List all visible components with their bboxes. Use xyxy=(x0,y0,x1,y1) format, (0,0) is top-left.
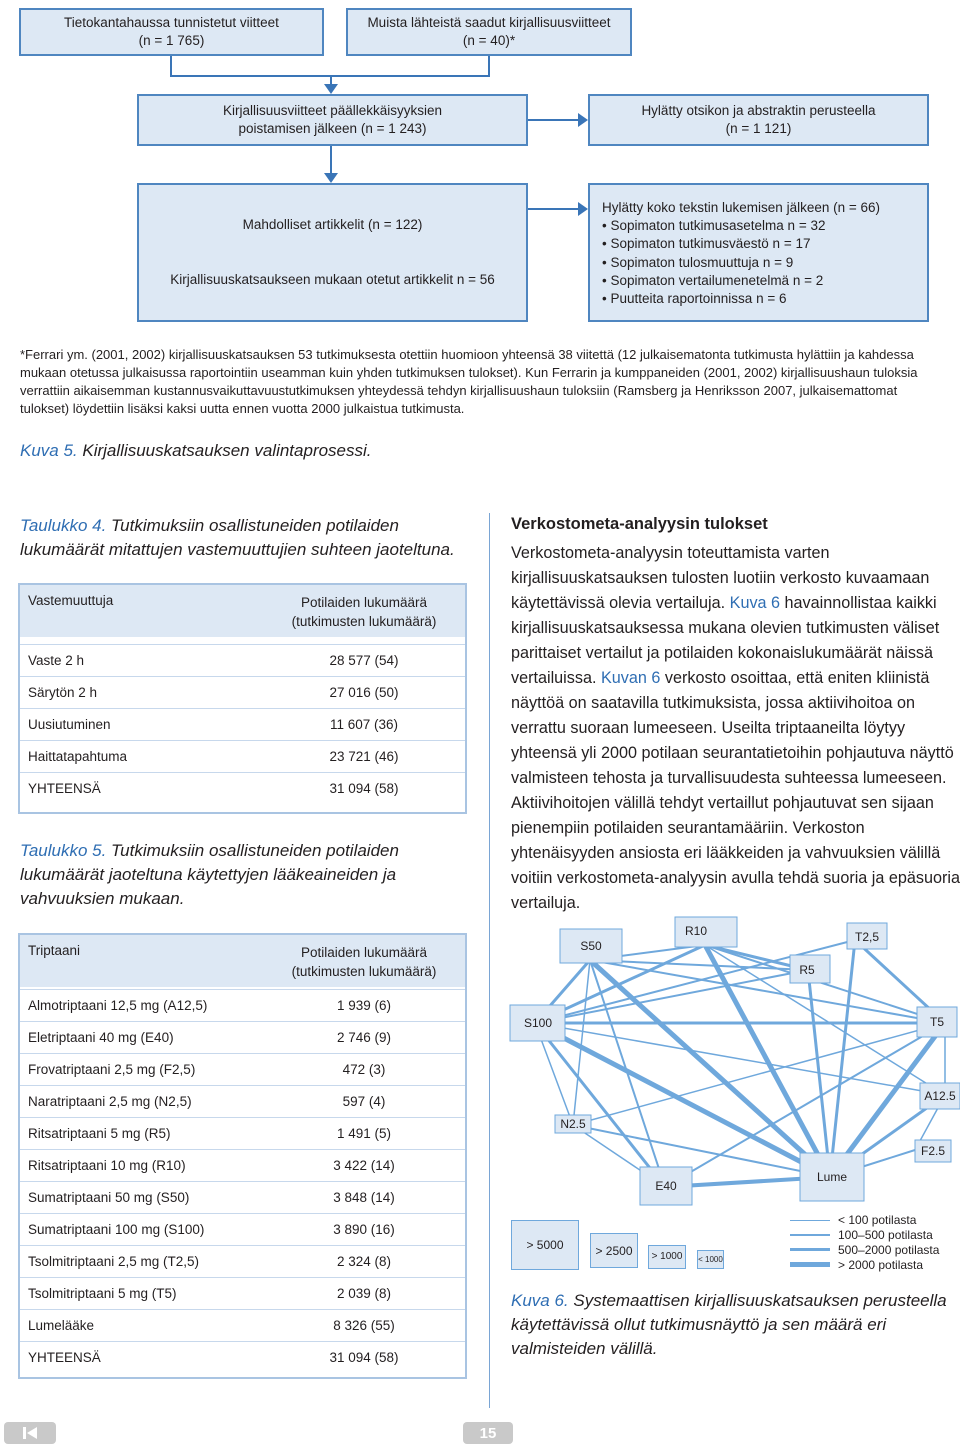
node-a125 xyxy=(920,1083,960,1109)
node-t5 xyxy=(917,1007,957,1037)
table-cell: 3 848 (14) xyxy=(333,1190,395,1205)
column-header-line: Potilaiden lukumäärä xyxy=(300,945,428,960)
legend-line xyxy=(790,1262,830,1267)
table-row xyxy=(20,1085,465,1117)
table-header xyxy=(20,585,465,637)
table-cell: Uusiutuminen xyxy=(28,717,111,732)
table-body xyxy=(20,644,465,804)
node-f25 xyxy=(915,1140,951,1162)
skip-back-icon xyxy=(21,1426,39,1440)
arrow-right-icon xyxy=(578,113,588,127)
table-cell: 2 746 (9) xyxy=(336,1030,392,1045)
table-cell: 597 (4) xyxy=(342,1094,386,1109)
flow-box-eligible-label: Mahdolliset artikkelit (n = 122) xyxy=(242,216,423,232)
table-cell: 31 094 (58) xyxy=(329,781,399,796)
legend-label: < 100 potilasta xyxy=(838,1213,917,1227)
table-cell: 8 326 (55) xyxy=(333,1318,395,1333)
column-header xyxy=(263,593,465,637)
node-label: R5 xyxy=(799,963,815,977)
table-cell: Frovatriptaani 2,5 mg (F2,5) xyxy=(28,1062,196,1077)
spacer xyxy=(20,637,465,644)
table-row xyxy=(20,1149,465,1181)
legend-label: > 2000 potilasta xyxy=(838,1258,924,1272)
legend-label: 100–500 potilasta xyxy=(838,1228,933,1242)
caption-text: Systemaattisen kirjallisuuskatsauksen perusteella käytettävissä ollut tutkimusnäyttö ja sen määrä eri valmisteiden välillä. xyxy=(511,1291,947,1358)
flow-box-dedup-label: Kirjallisuusviitteet päällekkäisyyksien xyxy=(222,103,443,118)
node-label: A12.5 xyxy=(924,1089,956,1103)
kuva5-caption xyxy=(20,439,372,463)
figure-ref: Kuvan 6 xyxy=(600,669,661,687)
spacer xyxy=(20,804,465,812)
excluded-reason: • Puutteita raportoinnissa n = 6 xyxy=(602,291,787,307)
flow-box-deduplicated xyxy=(137,94,528,146)
table-cell: Naratriptaani 2,5 mg (N2,5) xyxy=(28,1094,192,1109)
column-header: Triptaani xyxy=(28,943,81,958)
node-label: R10 xyxy=(684,924,708,938)
section-heading: Verkostometa-analyysin tulokset xyxy=(511,515,768,533)
table-cell: 472 (3) xyxy=(342,1062,386,1077)
table-cell: 27 016 (50) xyxy=(329,685,399,700)
table-cell: 1 491 (5) xyxy=(336,1126,392,1141)
excluded-reason: • Sopimaton vertailumenetelmä n = 2 xyxy=(602,272,824,288)
node-r10 xyxy=(675,917,737,947)
size-key-5000: > 5000 xyxy=(511,1220,579,1270)
flow-box-eligible xyxy=(137,183,528,322)
flow-box-dedup-count: poistamisen jälkeen (n = 1 243) xyxy=(238,121,427,136)
caption-number: Kuva 6. xyxy=(511,1291,569,1310)
node-e40 xyxy=(640,1167,692,1205)
node-lume xyxy=(800,1153,864,1201)
taulukko4-caption xyxy=(20,514,470,562)
node-label: E40 xyxy=(655,1179,677,1193)
table-cell: 3 890 (16) xyxy=(333,1222,395,1237)
flow-box-excluded-fulltext xyxy=(588,183,929,322)
excluded-reason: • Sopimaton tulosmuuttuja n = 9 xyxy=(602,254,794,270)
flow-box-other-sources xyxy=(346,8,632,56)
node-label: F2.5 xyxy=(920,1144,946,1158)
arrow-down-icon xyxy=(324,173,338,183)
connector xyxy=(528,119,581,121)
connector xyxy=(170,56,172,76)
table-row xyxy=(20,1341,465,1373)
table-cell: Ritsatriptaani 10 mg (R10) xyxy=(28,1158,186,1173)
flow-box-excl-title-label: Hylätty otsikon ja abstraktin perusteella xyxy=(641,103,876,118)
table-cell: YHTEENSÄ xyxy=(28,1350,101,1365)
node-label: S100 xyxy=(523,1016,553,1030)
table-cell: 2 039 (8) xyxy=(336,1286,392,1301)
node-label: N2.5 xyxy=(560,1117,586,1131)
table-cell: 2 324 (8) xyxy=(336,1254,392,1269)
flow-box-excluded-title xyxy=(588,94,929,146)
connector xyxy=(330,146,332,176)
legend-line xyxy=(790,1234,830,1236)
caption-text: Kirjallisuuskatsauksen valintaprosessi. xyxy=(77,441,372,460)
table-cell: 31 094 (58) xyxy=(329,1350,399,1365)
table-cell: Almotriptaani 12,5 mg (A12,5) xyxy=(28,998,208,1013)
node-s50 xyxy=(560,929,622,963)
table-header xyxy=(20,935,465,987)
table-row xyxy=(20,1181,465,1213)
node-label: Lume xyxy=(816,1170,848,1184)
back-nav-button[interactable] xyxy=(4,1422,56,1444)
table-cell: 28 577 (54) xyxy=(329,653,399,668)
taulukko5-table xyxy=(18,933,467,1379)
taulukko5-caption xyxy=(20,839,470,911)
node-label: S50 xyxy=(580,939,602,953)
section-body xyxy=(511,541,960,916)
size-key-1000: > 1000 xyxy=(648,1245,686,1269)
caption-number: Kuva 5. xyxy=(20,441,78,460)
table-cell: Tsolmitriptaani 5 mg (T5) xyxy=(28,1286,177,1301)
body-text: Verkostometa-analyysin toteuttamista varten kirjallisuuskatsauksen tulosten luotiin verkosto kuvaamaan käytettävissä olevia vertailuja. xyxy=(511,544,930,612)
table-cell: 11 607 (36) xyxy=(329,717,399,732)
spacer xyxy=(20,1373,465,1377)
flow-box-database-count: (n = 1 765) xyxy=(138,33,205,48)
connector xyxy=(488,56,490,76)
table-row xyxy=(20,1309,465,1341)
table-row xyxy=(20,1117,465,1149)
network-edges xyxy=(535,940,945,1187)
table-row xyxy=(20,1245,465,1277)
table-cell: Lumelääke xyxy=(28,1318,95,1333)
flow-box-included-label: Kirjallisuuskatsaukseen mukaan otetut artikkelit n = 56 xyxy=(170,272,495,288)
column-header-line: (tutkimusten lukumäärä) xyxy=(291,614,437,629)
size-key-2500: > 2500 xyxy=(590,1233,638,1268)
node-r5 xyxy=(790,955,830,983)
flow-box-database xyxy=(19,8,324,56)
footnote: *Ferrari ym. (2001, 2002) kirjallisuuskatsauksen 53 tutkimuksesta otettiin huomioon yhteensä 38 viitettä (12 julkaisematonta tutkimusta hylättiin ja kahdessa mukaan otetussa julkaisussa raportointiin useamman kuin yhden tutkimuksen tulokset). Kun Ferrarin ja kumppaneiden (2001, 2002) kirjallisuushaun tuloksia verrattiin aikaisemman kustannusvaikuttavuustutkimuksen yhteydessä tehdyn kirjallisuushaun tuloksiin (Ramsberg ja Henriksson 2007, julkaisemattomat tulokset) löydettiin lisäksi kaksi uutta ennen vuotta 2000 julkaistua tutkimusta. xyxy=(20,347,918,416)
table-cell: 1 939 (6) xyxy=(336,998,392,1013)
column-divider xyxy=(489,513,490,1408)
table-row xyxy=(20,989,465,1021)
column-header xyxy=(263,943,465,987)
edge xyxy=(590,960,945,1023)
flow-box-other-count: (n = 40)* xyxy=(462,33,516,48)
caption-number: Taulukko 4. xyxy=(20,516,107,535)
caption-number: Taulukko 5. xyxy=(20,841,107,860)
table-cell: Haittatapahtuma xyxy=(28,749,128,764)
table-cell: Tsolmitriptaani 2,5 mg (T2,5) xyxy=(28,1254,200,1269)
node-label: T5 xyxy=(929,1015,945,1029)
legend-label: 500–2000 potilasta xyxy=(838,1243,940,1257)
excluded-reason: • Sopimaton tutkimusasetelma n = 32 xyxy=(602,218,826,234)
table-row xyxy=(20,644,465,676)
body-text: havainnollistaa kaikki kirjallisuuskatsauksessa mukana olevien tutkimusten väliset parittaiset vertailut ja potilaiden kokonaislukumäärät näissä vertailuissa. xyxy=(511,594,940,687)
table-cell: Sumatriptaani 100 mg (S100) xyxy=(28,1222,205,1237)
table-row xyxy=(20,1277,465,1309)
caption-text: Tutkimuksiin osallistuneiden potilaiden lukumäärät mitattujen vastemuuttujien suhteen jaoteltuna. xyxy=(20,516,455,559)
column-header-line: Potilaiden lukumäärä xyxy=(300,595,428,610)
table-row xyxy=(20,1021,465,1053)
size-key-under-1000: < 1000 xyxy=(697,1250,724,1269)
kuva6-caption xyxy=(511,1289,951,1361)
table-row xyxy=(20,1053,465,1085)
table-row xyxy=(20,740,465,772)
column-header-line: (tutkimusten lukumäärä) xyxy=(291,964,437,979)
table-row xyxy=(20,772,465,804)
legend-line xyxy=(790,1220,830,1221)
table-cell: 3 422 (14) xyxy=(333,1158,395,1173)
table-cell: Särytön 2 h xyxy=(28,685,98,700)
column-header: Vastemuuttuja xyxy=(28,593,114,608)
caption-text: Tutkimuksiin osallistuneiden potilaiden lukumäärät jaoteltuna käytettyjen lääkeaineiden ja vahvuuksien mukaan. xyxy=(20,841,399,908)
arrow-down-icon xyxy=(324,84,338,94)
arrow-right-icon xyxy=(578,202,588,216)
connector xyxy=(528,208,581,210)
network-nodes xyxy=(510,917,960,1205)
table-cell: Sumatriptaani 50 mg (S50) xyxy=(28,1190,190,1205)
table-row xyxy=(20,676,465,708)
table-body xyxy=(20,989,465,1373)
table-cell: Ritsatriptaani 5 mg (R5) xyxy=(28,1126,171,1141)
node-label: T2,5 xyxy=(854,930,880,944)
node-n25 xyxy=(555,1115,591,1133)
legend-line xyxy=(790,1248,830,1251)
taulukko4-table xyxy=(18,583,467,814)
flow-box-database-label: Tietokantahaussa tunnistetut viitteet xyxy=(64,15,279,30)
table-cell: Vaste 2 h xyxy=(28,653,85,668)
flow-box-excl-title-count: (n = 1 121) xyxy=(725,121,792,136)
table-row xyxy=(20,1213,465,1245)
table-cell: Eletriptaani 40 mg (E40) xyxy=(28,1030,174,1045)
page-number: 15 xyxy=(463,1422,513,1444)
node-t25 xyxy=(847,923,887,949)
table-cell: 23 721 (46) xyxy=(329,749,399,764)
excluded-reasons-list xyxy=(602,199,880,308)
table-row xyxy=(20,708,465,740)
excluded-total: Hylätty koko tekstin lukemisen jälkeen (n = 66) xyxy=(602,200,881,215)
body-text: verkosto osoittaa, että eniten kliinistä näyttöä on saatavilla tutkimuksista, jossa aktiivihoitoa on verrattu suoraan lumeeseen. Useilta triptaaneilta löytyy yhteensä yli 2000 potilaan seurantatietoihin pohjautuva näyttö valmisteen tehosta ja turvallisuudesta suhteessa lumeeseen. Aktiivihoitojen välillä tehdyt vertaillut pohjautuvat sen sijaan pienempiin potilaiden seurantamääriin. Verkoston yhtenäisyyden ansiosta eri lääkkeiden ja vahvuuksien välillä voitiin verkostometa-analyysin avulla tehdä suoria ja epäsuoria vertailuja. xyxy=(511,669,960,912)
node-s100 xyxy=(510,1005,565,1041)
figure-ref: Kuva 6 xyxy=(729,594,781,612)
table-cell: YHTEENSÄ xyxy=(28,781,101,796)
flow-box-other-label: Muista lähteistä saadut kirjallisuusviitteet xyxy=(367,15,611,30)
excluded-reason: • Sopimaton tutkimusväestö n = 17 xyxy=(602,236,811,252)
edge xyxy=(830,940,855,1177)
